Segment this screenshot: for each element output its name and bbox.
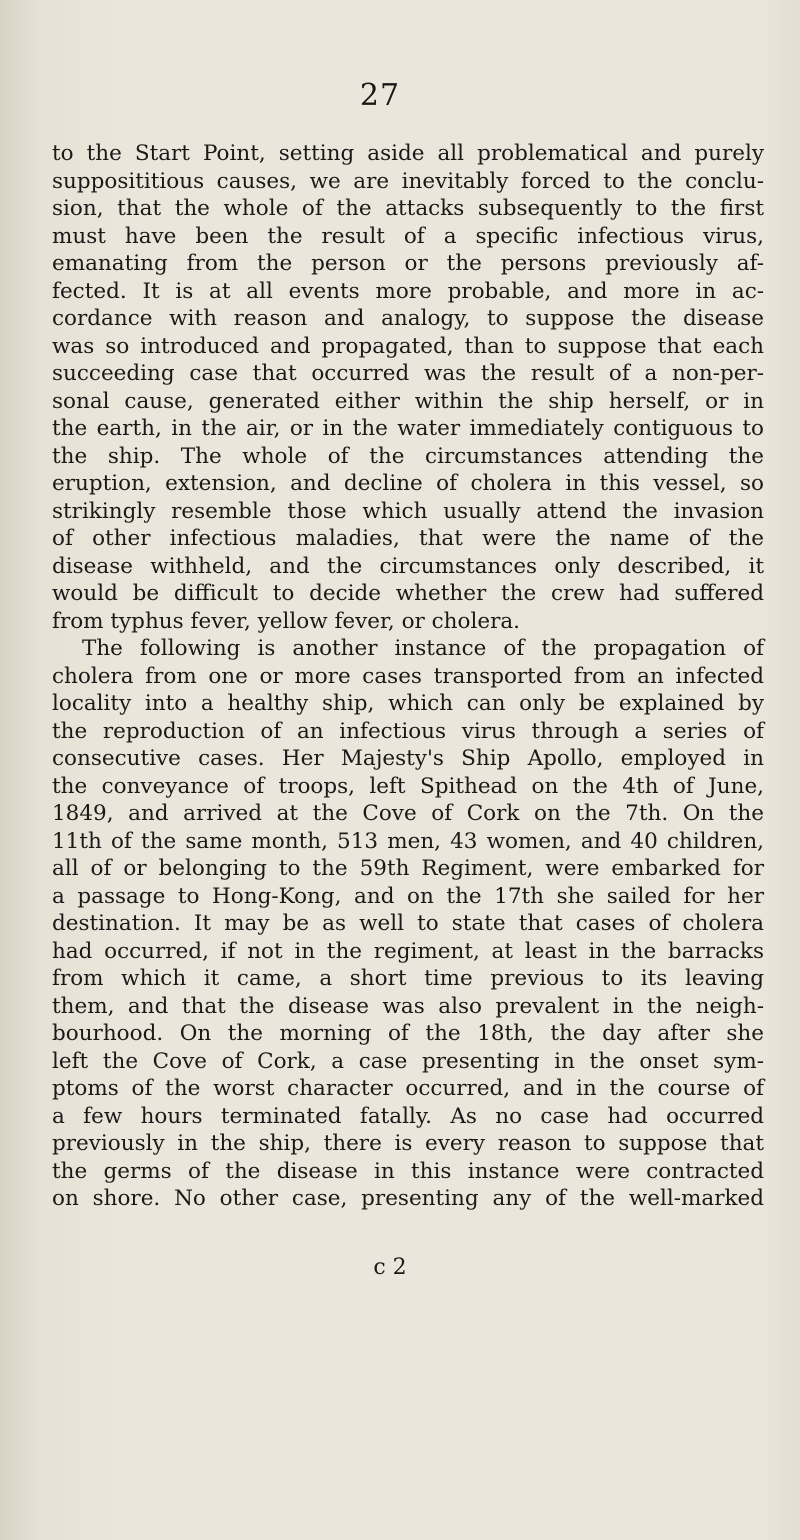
text-line: to the Start Point, setting aside all problematical and purely bbox=[52, 141, 764, 166]
text-line: left the Cove of Cork, a case presenting in the onset sym- bbox=[52, 1048, 764, 1074]
text-line: a few hours terminated fatally. As no case had occurred bbox=[52, 1103, 764, 1129]
text-line: the earth, in the air, or in the water immediately contiguous to bbox=[52, 416, 764, 441]
text-line: 11th of the same month, 513 men, 43 women, and 40 children, bbox=[52, 828, 764, 854]
text-line: previously in the ship, there is every reason to suppose that bbox=[52, 1131, 764, 1156]
text-line: them, and that the disease was also prevalent in the neigh- bbox=[52, 993, 764, 1019]
text-line: emanating from the person or the persons previously af- bbox=[52, 251, 764, 276]
text-line: succeeding case that occurred was the result of a non-per- bbox=[52, 361, 764, 386]
text-line: the ship. The whole of the circumstances attending the bbox=[52, 443, 764, 469]
text-line: locality into a healthy ship, which can only be explained by bbox=[52, 691, 764, 716]
text-line: sion, that the whole of the attacks subsequently to the first bbox=[52, 196, 764, 221]
text-line: fected. It is at all events more probable, and more in ac- bbox=[52, 278, 764, 304]
text-line: disease withheld, and the circumstances only described, it bbox=[52, 553, 764, 579]
text-line: supposititious causes, we are inevitably forced to the conclu- bbox=[52, 168, 764, 194]
text-line: consecutive cases. Her Majesty's Ship Apollo, employed in bbox=[52, 746, 764, 771]
text-line: 1849, and arrived at the Cove of Cork on the 7th. On the bbox=[52, 801, 764, 826]
body-text bbox=[52, 140, 764, 1213]
text-line: was so introduced and propagated, than to suppose that each bbox=[52, 333, 764, 359]
page-number: 27 bbox=[359, 78, 401, 113]
text-line: from which it came, a short time previous to its leaving bbox=[52, 966, 764, 991]
text-line: must have been the result of a specific infectious virus, bbox=[52, 223, 764, 249]
paragraph-start-line: The following is another instance of the propagation of bbox=[82, 636, 764, 661]
text-line: would be difficult to decide whether the crew had suffered bbox=[52, 581, 764, 606]
text-line: cholera from one or more cases transported from an infected bbox=[52, 663, 764, 689]
text-line: strikingly resemble those which usually attend the invasion bbox=[52, 498, 764, 524]
text-line: all of or belonging to the 59th Regiment, were embarked for bbox=[52, 856, 764, 881]
text-line: a passage to Hong-Kong, and on the 17th she sailed for her bbox=[52, 883, 764, 909]
text-line: the reproduction of an infectious virus through a series of bbox=[52, 718, 764, 744]
text-line: cordance with reason and analogy, to suppose the disease bbox=[52, 306, 764, 331]
text-line: the conveyance of troops, left Spithead on the 4th of June, bbox=[52, 773, 764, 799]
text-line: of other infectious maladies, that were the name of the bbox=[52, 526, 764, 551]
text-line: ptoms of the worst character occurred, and in the course of bbox=[52, 1076, 764, 1101]
text-line: eruption, extension, and decline of cholera in this vessel, so bbox=[52, 471, 764, 496]
text-line: from typhus fever, yellow fever, or cholera. bbox=[52, 608, 521, 634]
text-line: bourhood. On the morning of the 18th, the day after she bbox=[52, 1021, 764, 1046]
text-line: destination. It may be as well to state that cases of cholera bbox=[52, 911, 764, 936]
text-line: had occurred, if not in the regiment, at least in the barracks bbox=[52, 938, 764, 964]
text-line: sonal cause, generated either within the ship herself, or in bbox=[52, 388, 764, 414]
signature-mark: c 2 bbox=[373, 1255, 407, 1280]
text-line: on shore. No other case, presenting any of the well-marked bbox=[52, 1186, 764, 1211]
text-line: the germs of the disease in this instance were contracted bbox=[52, 1158, 764, 1184]
